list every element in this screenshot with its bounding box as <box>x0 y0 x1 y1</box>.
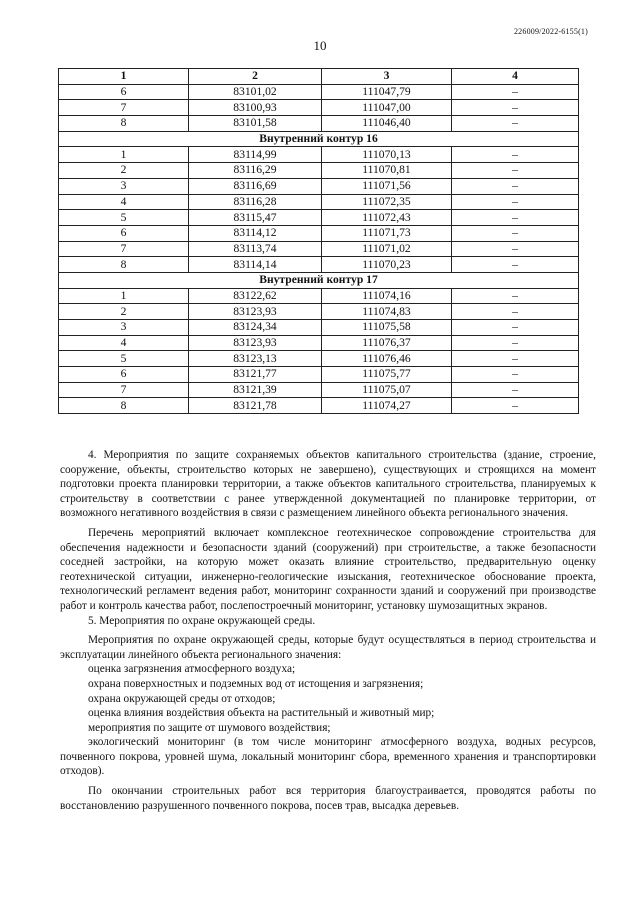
y-coordinate-cell: 111070,23 <box>322 257 452 273</box>
table-row <box>59 382 579 398</box>
table-row <box>59 351 579 367</box>
paragraph-measures-list: Перечень мероприятий включает комплексное геотехническое сопровождение строительства для обеспечения надежности и безопасности зданий (сооружений) при строительстве, а также безопасности соседней застройки, на которую может оказать влияние строительство, предварительную оценку геотехнической ситуации, инженерно-геологические изыскания, геотехническое обоснование проекта, технологический регламент ведения работ, мониторинг сохранности зданий и сооружений при производстве работ и контроль качества работ, послепостроечный мониторинг, установку шумозащитных экранов. <box>60 526 596 612</box>
note-cell: – <box>452 116 579 132</box>
note-cell: – <box>452 257 579 273</box>
table-row <box>59 116 579 132</box>
point-number-cell: 3 <box>59 178 189 194</box>
list-item: оценка загрязнения атмосферного воздуха; <box>88 663 296 676</box>
x-coordinate-cell: 83115,47 <box>189 210 322 226</box>
table-row <box>59 163 579 179</box>
table-section-row <box>59 272 579 288</box>
table-row <box>59 147 579 163</box>
point-number-cell: 4 <box>59 335 189 351</box>
paragraph-section-5-title: 5. Мероприятия по охране окружающей среды. <box>88 614 316 627</box>
coordinates-table <box>58 68 579 414</box>
table-header-row <box>59 69 579 85</box>
x-coordinate-cell: 83121,39 <box>189 382 322 398</box>
table-row <box>59 320 579 336</box>
table-row <box>59 178 579 194</box>
paragraph-protection-measures: 4. Мероприятия по защите сохраняемых объектов капитального строительства (здание, строение, сооружение, объекты, строительство которых не завершено), существующих и строящихся на момент подготовки проекта планировки территории, а также объектов капитального строительства, планируемых к строительству в соответствии с ранее утвержденной документацией по планировке территории, от возможного негативного воздействия в связи с размещением линейного объекта регионального значения. <box>60 449 596 520</box>
note-cell: – <box>452 398 579 414</box>
x-coordinate-cell: 83100,93 <box>189 100 322 116</box>
y-coordinate-cell: 111075,77 <box>322 367 452 383</box>
point-number-cell: 7 <box>59 382 189 398</box>
note-cell: – <box>452 367 579 383</box>
point-number-cell: 8 <box>59 116 189 132</box>
point-number-cell: 1 <box>59 288 189 304</box>
note-cell: – <box>452 288 579 304</box>
note-cell: – <box>452 210 579 226</box>
point-number-cell: 7 <box>59 241 189 257</box>
x-coordinate-cell: 83101,02 <box>189 84 322 100</box>
page-number: 10 <box>313 38 327 53</box>
point-number-cell: 3 <box>59 320 189 336</box>
x-coordinate-cell: 83123,13 <box>189 351 322 367</box>
note-cell: – <box>452 163 579 179</box>
y-coordinate-cell: 111074,83 <box>322 304 452 320</box>
y-coordinate-cell: 111071,56 <box>322 178 452 194</box>
y-coordinate-cell: 111074,27 <box>322 398 452 414</box>
y-coordinate-cell: 111072,43 <box>322 210 452 226</box>
table-header-cell: 1 <box>59 69 189 85</box>
point-number-cell: 2 <box>59 163 189 179</box>
x-coordinate-cell: 83114,99 <box>189 147 322 163</box>
note-cell: – <box>452 335 579 351</box>
x-coordinate-cell: 83113,74 <box>189 241 322 257</box>
table-row <box>59 367 579 383</box>
table-body <box>59 84 579 413</box>
list-item: охрана поверхностных и подземных вод от истощения и загрязнения; <box>88 677 424 690</box>
x-coordinate-cell: 83122,62 <box>189 288 322 304</box>
note-cell: – <box>452 147 579 163</box>
note-cell: – <box>452 84 579 100</box>
x-coordinate-cell: 83114,12 <box>189 225 322 241</box>
table-row <box>59 288 579 304</box>
section-title: Внутренний контур 16 <box>59 131 579 147</box>
note-cell: – <box>452 304 579 320</box>
paragraph-landscaping: По окончании строительных работ вся территория благоустраивается, проводятся работы по восстановлению разрушенного почвенного покрова, посев трав, высадка деревьев. <box>60 785 596 812</box>
paragraph-eco-monitoring: экологический мониторинг (в том числе мониторинг атмосферного воздуха, водных ресурсов, почвенного покрова, уровней шума, локальный мониторинг сбора, временного хранения и транспортировки отходов). <box>60 736 596 778</box>
y-coordinate-cell: 111071,02 <box>322 241 452 257</box>
table-header-cell: 4 <box>452 69 579 85</box>
section-title: Внутренний контур 17 <box>59 272 579 288</box>
note-cell: – <box>452 100 579 116</box>
note-cell: – <box>452 320 579 336</box>
table-row <box>59 335 579 351</box>
point-number-cell: 6 <box>59 225 189 241</box>
table-row <box>59 398 579 414</box>
y-coordinate-cell: 111046,40 <box>322 116 452 132</box>
list-item: оценка влияния воздействия объекта на растительный и животный мир; <box>88 707 435 720</box>
x-coordinate-cell: 83124,34 <box>189 320 322 336</box>
y-coordinate-cell: 111070,13 <box>322 147 452 163</box>
y-coordinate-cell: 111072,35 <box>322 194 452 210</box>
x-coordinate-cell: 83101,58 <box>189 116 322 132</box>
point-number-cell: 4 <box>59 194 189 210</box>
document-id: 226009/2022-6155(1) <box>513 27 588 36</box>
table-row <box>59 100 579 116</box>
point-number-cell: 5 <box>59 351 189 367</box>
y-coordinate-cell: 111076,37 <box>322 335 452 351</box>
note-cell: – <box>452 241 579 257</box>
x-coordinate-cell: 83116,29 <box>189 163 322 179</box>
table-row <box>59 194 579 210</box>
note-cell: – <box>452 225 579 241</box>
table-section-row <box>59 131 579 147</box>
point-number-cell: 7 <box>59 100 189 116</box>
x-coordinate-cell: 83123,93 <box>189 304 322 320</box>
point-number-cell: 5 <box>59 210 189 226</box>
x-coordinate-cell: 83116,69 <box>189 178 322 194</box>
table-header-cell: 2 <box>189 69 322 85</box>
y-coordinate-cell: 111075,07 <box>322 382 452 398</box>
table-row <box>59 210 579 226</box>
x-coordinate-cell: 83121,77 <box>189 367 322 383</box>
y-coordinate-cell: 111070,81 <box>322 163 452 179</box>
x-coordinate-cell: 83114,14 <box>189 257 322 273</box>
list-item: мероприятия по защите от шумового воздействия; <box>88 721 331 734</box>
point-number-cell: 2 <box>59 304 189 320</box>
note-cell: – <box>452 382 579 398</box>
note-cell: – <box>452 351 579 367</box>
x-coordinate-cell: 83123,93 <box>189 335 322 351</box>
paragraph-environment-intro: Мероприятия по охране окружающей среды, которые будут осуществляться в период строительства и эксплуатации линейного объекта регионального значения: <box>60 634 596 661</box>
point-number-cell: 8 <box>59 398 189 414</box>
y-coordinate-cell: 111075,58 <box>322 320 452 336</box>
point-number-cell: 6 <box>59 367 189 383</box>
point-number-cell: 8 <box>59 257 189 273</box>
table-row <box>59 84 579 100</box>
table-header-cell: 3 <box>322 69 452 85</box>
table-row <box>59 304 579 320</box>
y-coordinate-cell: 111071,73 <box>322 225 452 241</box>
table-row <box>59 241 579 257</box>
point-number-cell: 1 <box>59 147 189 163</box>
y-coordinate-cell: 111076,46 <box>322 351 452 367</box>
note-cell: – <box>452 194 579 210</box>
x-coordinate-cell: 83121,78 <box>189 398 322 414</box>
x-coordinate-cell: 83116,28 <box>189 194 322 210</box>
list-item: охрана окружающей среды от отходов; <box>88 692 276 705</box>
note-cell: – <box>452 178 579 194</box>
y-coordinate-cell: 111074,16 <box>322 288 452 304</box>
table-row <box>59 225 579 241</box>
y-coordinate-cell: 111047,79 <box>322 84 452 100</box>
point-number-cell: 6 <box>59 84 189 100</box>
y-coordinate-cell: 111047,00 <box>322 100 452 116</box>
table-row <box>59 257 579 273</box>
document-body <box>60 448 596 813</box>
